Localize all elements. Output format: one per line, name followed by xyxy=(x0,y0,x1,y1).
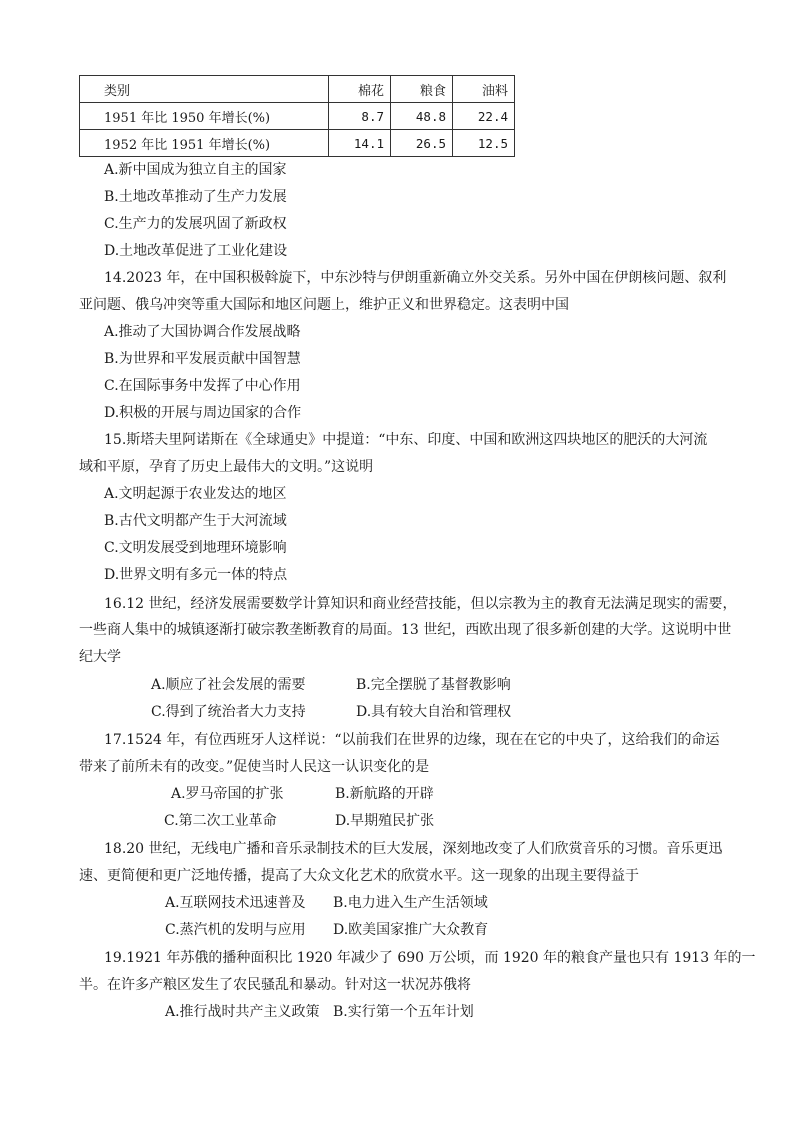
q16-option-d: D.具有较大自治和管理权 xyxy=(356,704,512,720)
q14-stem-line2: 亚问题、俄乌冲突等重大国际和地区问题上，维护正义和世界稳定。这表明中国 xyxy=(79,297,569,313)
q18-option-c: C.蒸汽机的发明与应用 xyxy=(165,922,306,938)
q19-stem-line2: 半。在许多产粮区发生了农民骚乱和暴动。针对这一状况苏俄将 xyxy=(79,977,471,993)
q17-stem-line2: 带来了前所未有的改变。”促使当时人民这一认识变化的是 xyxy=(79,759,430,775)
q19-option-b: B.实行第一个五年计划 xyxy=(333,1004,474,1020)
q13-option-d: D.土地改革促进了工业化建设 xyxy=(104,243,288,259)
table-header-row xyxy=(80,76,515,103)
q17-option-a: A.罗马帝国的扩张 xyxy=(171,786,284,802)
q16-option-c: C.得到了统治者大力支持 xyxy=(151,704,306,720)
table-row-label: 1952 年比 1951 年增长(%) xyxy=(80,130,329,157)
q15-option-d: D.世界文明有多元一体的特点 xyxy=(104,567,288,583)
table-header-category: 类别 xyxy=(80,76,329,103)
q18-stem-line2: 速、更简便和更广泛地传播，提高了大众文化艺术的欣赏水平。这一现象的出现主要得益于 xyxy=(79,868,639,884)
q17-stem-line1: 17.1524 年，有位西班牙人这样说：“以前我们在世界的边缘，现在在它的中央了，这给我们的命运 xyxy=(104,732,720,748)
q17-option-b: B.新航路的开辟 xyxy=(335,786,434,802)
q14-option-c: C.在国际事务中发挥了中心作用 xyxy=(104,378,301,394)
q19-option-a: A.推行战时共产主义政策 xyxy=(165,1004,320,1020)
table-row-label: 1951 年比 1950 年增长(%) xyxy=(80,103,329,130)
q16-stem-line2: 一些商人集中的城镇逐渐打破宗教垄断教育的局面。13 世纪，西欧出现了很多新创建的大学。这说明中世 xyxy=(79,622,732,638)
q16-stem-line1: 16.12 世纪，经济发展需要数学计算知识和商业经营技能，但以宗教为主的教育无法满足现实的需要， xyxy=(104,596,737,612)
q19-stem-line1: 19.1921 年苏俄的播种面积比 1920 年减少了 690 万公顷，而 1920 年的粮食产量也只有 1913 年的一 xyxy=(104,950,756,966)
q15-stem-line2: 域和平原，孕育了历史上最伟大的文明。”这说明 xyxy=(79,459,374,475)
table-header-oilseed: 油料 xyxy=(453,76,515,103)
q16-option-b: B.完全摆脱了基督教影响 xyxy=(356,677,511,693)
q18-stem-line1: 18.20 世纪，无线电广播和音乐录制技术的巨大发展，深刻地改变了人们欣赏音乐的习惯。音乐更迅 xyxy=(104,841,723,857)
table-header-grain: 粮食 xyxy=(391,76,453,103)
q13-option-c: C.生产力的发展巩固了新政权 xyxy=(104,216,287,232)
q16-option-a: A.顺应了社会发展的需要 xyxy=(151,677,306,693)
q13-option-b: B.土地改革推动了生产力发展 xyxy=(104,189,287,205)
table-row xyxy=(80,103,515,130)
q18-option-d: D.欧美国家推广大众教育 xyxy=(333,922,489,938)
table-cell: 48.8 xyxy=(391,103,453,130)
table-row xyxy=(80,130,515,157)
q16-stem-line3: 纪大学 xyxy=(79,649,121,665)
crop-growth-table xyxy=(79,75,515,157)
q14-stem-line1: 14.2023 年，在中国积极斡旋下，中东沙特与伊朗重新确立外交关系。另外中国在伊朗核问题、叙利 xyxy=(104,270,727,286)
table-cell: 12.5 xyxy=(453,130,515,157)
q15-option-a: A.文明起源于农业发达的地区 xyxy=(104,486,287,502)
table-cell: 22.4 xyxy=(453,103,515,130)
q14-option-b: B.为世界和平发展贡献中国智慧 xyxy=(104,351,301,367)
q13-option-a: A.新中国成为独立自主的国家 xyxy=(104,162,287,178)
q14-option-d: D.积极的开展与周边国家的合作 xyxy=(104,405,302,421)
table-cell: 14.1 xyxy=(329,130,391,157)
q15-option-c: C.文明发展受到地理环境影响 xyxy=(104,540,287,556)
q15-option-b: B.古代文明都产生于大河流域 xyxy=(104,513,287,529)
q17-option-c: C.第二次工业革命 xyxy=(164,813,277,829)
q18-option-b: B.电力进入生产生活领域 xyxy=(333,895,488,911)
table-cell: 26.5 xyxy=(391,130,453,157)
table-header-cotton: 棉花 xyxy=(329,76,391,103)
q18-option-a: A.互联网技术迅速普及 xyxy=(165,895,306,911)
q14-option-a: A.推动了大国协调合作发展战略 xyxy=(104,324,301,340)
table-cell: 8.7 xyxy=(329,103,391,130)
q15-stem-line1: 15.斯塔夫里阿诺斯在《全球通史》中提道：“中东、印度、中国和欧洲这四块地区的肥沃的大河流 xyxy=(104,432,708,448)
q17-option-d: D.早期殖民扩张 xyxy=(335,813,435,829)
